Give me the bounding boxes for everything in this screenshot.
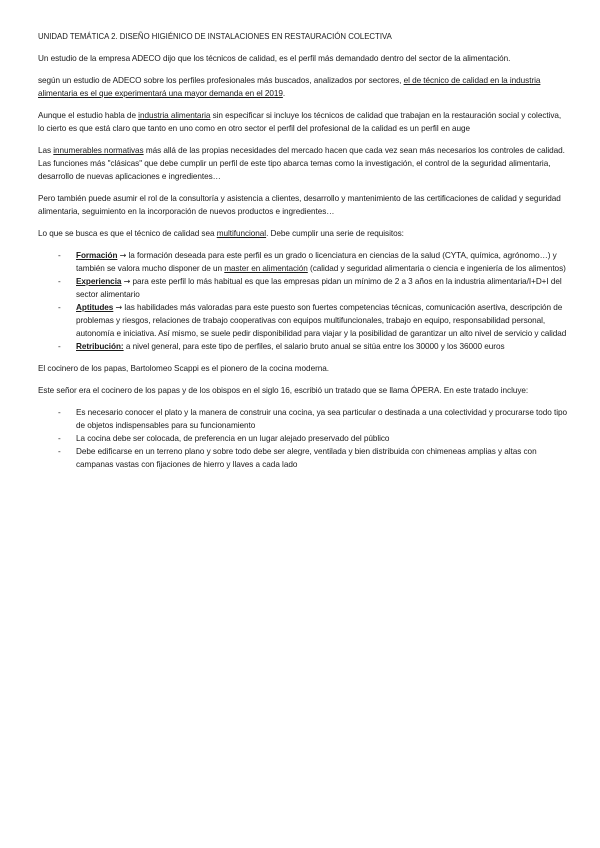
underlined-phrase: innumerables normativas [53,146,144,155]
requirement-text: a nivel general, para este tipo de perfiles, el salario bruto anual se sitúa entre los 30000 y los 36000 euros [123,342,505,351]
list-item-text: Es necesario conocer el plato y la manera de construir una cocina, ya sea particular o destinada a una colectividad y procurarse todo tipo de objetos indispensables para su funcionamiento [76,408,568,430]
list-item [38,445,568,471]
text-segment: . [282,89,286,98]
paragraph-opera: Este señor era el cocinero de los papas y de los obispos en el siglo 16, escribió un tratado que se llama ÓPERA. En este tratado incluye: [38,386,529,395]
list-item-experiencia [38,275,568,301]
list-item [38,406,568,432]
list-item [38,432,568,445]
text-segment: según un estudio de ADECO sobre los perfiles profesionales más buscados, analizados por sectores, [38,76,404,85]
list-item-formacion [38,249,568,275]
underlined-phrase: el de técnico de calidad en la industria alimentaria es el que experimentará una mayor demanda en el 2019 [38,76,541,98]
requirement-term: Formación [76,251,118,260]
bullet-dash: - [58,408,61,417]
paragraph-food-industry [38,109,568,135]
list-item-text: La cocina debe ser colocada, de preferencia en un lugar alejado preservado del público [76,434,390,443]
paragraph-adeco-study: Un estudio de la empresa ADECO dijo que los técnicos de calidad, es el perfil más demandado dentro del sector de la alimentación. [38,54,511,63]
text-segment: más allá de las propias necesidades del mercado hacen que cada vez sean más necesarios los controles de calidad. Las funciones más "clásicas" que debe cumplir un perfil de este tipo abarca temas como la investigación, el control de la seguridad alimentaria, desarrollo de nuevas aplicaciones e ingredientes… [38,146,565,181]
bullet-dash: - [58,251,61,260]
paragraph-scappi: El cocinero de los papas, Bartolomeo Scappi es el pionero de la cocina moderna. [38,364,329,373]
underlined-phrase: master en alimentación [224,264,308,273]
bullet-dash: - [58,447,61,456]
treatise-list [38,406,568,471]
document-heading: UNIDAD TEMÁTICA 2. DISEÑO HIGIÉNICO DE INSTALACIONES EN RESTAURACIÓN COLECTIVA [38,32,392,41]
bullet-dash: - [58,434,61,443]
requirement-term: Experiencia [76,277,122,286]
requirements-list [38,249,568,353]
document-body [38,30,568,480]
requirement-text: para este perfil lo más habitual es que las empresas pidan un mínimo de 2 a 3 años en la industria alimentaria/I+D+I del sector alimentario [76,277,562,299]
text-segment: Aunque el estudio habla de [38,111,139,120]
bullet-dash: - [58,303,61,312]
arrow-right-icon: → [115,303,123,312]
requirement-text: la formación deseada para este perfil es un grado o licenciatura en ciencias de la salud (CYTA, química, agrónomo…) y también se valora mucho disponer de un [76,251,557,273]
text-segment: . Debe cumplir una serie de requisitos: [266,229,404,238]
bullet-dash: - [58,277,61,286]
paragraph-regulations [38,144,568,183]
paragraph-requirements-intro [38,227,568,240]
list-item-aptitudes [38,301,568,340]
text-segment: sin especificar si incluye los técnicos de calidad que trabajan en la restauración social y colectiva, lo cierto es que está claro que tanto en uno como en otro sector el perfil del profesional de la calidad es un perfil en auge [38,111,562,133]
bullet-dash: - [58,342,61,351]
underlined-phrase: multifuncional [216,229,267,238]
requirement-text: las habilidades más valoradas para este puesto son fuertes competencias técnicas, comunicación asertiva, descripción de problemas y riesgos, relaciones de trabajo cooperativas con equipos multifuncionales, trabajo en equipo, responsabilidad personal, autonomía e iniciativa. Así mismo, se suele pedir disponibilidad para viajar y la posibilidad de garantizar un alto nivel de servicio y calidad [76,303,567,338]
requirement-text: (calidad y seguridad alimentaria o ciencia e ingeniería de los alimentos) [307,264,566,273]
list-item-text: Debe edificarse en un terreno plano y sobre todo debe ser alegre, ventilada y bien distribuida con chimeneas amplias y altas con campanas vastas con fijaciones de hierro y llaves a cada lado [76,447,537,469]
requirement-term: Aptitudes [76,303,114,312]
arrow-right-icon: → [123,277,131,286]
paragraph-adeco-profiles [38,74,568,100]
underlined-phrase: industria alimentaria [138,111,211,120]
text-segment: Lo que se busca es que el técnico de calidad sea [38,229,217,238]
paragraph-consulting: Pero también puede asumir el rol de la consultoría y asistencia a clientes, desarrollo y mantenimiento de las certificaciones de calidad y seguridad alimentaria, seguimiento en la incorporación de nuevos productos e ingredientes… [38,194,561,216]
arrow-right-icon: → [119,251,127,260]
text-segment: Las [38,146,54,155]
list-item-retribucion [38,340,568,353]
requirement-term: Retribución: [76,342,124,351]
